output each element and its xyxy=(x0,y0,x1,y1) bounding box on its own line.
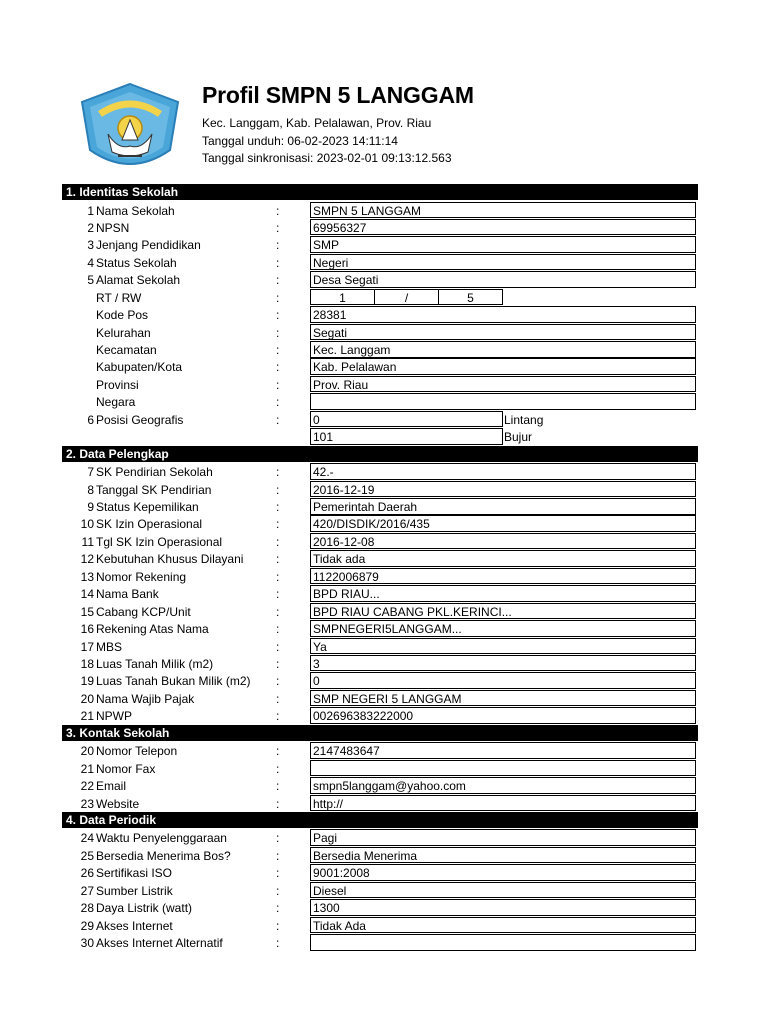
row-number: 20 xyxy=(80,691,94,706)
field-label: Kebutuhan Khusus Dilayani xyxy=(96,552,244,567)
field-label: Tgl SK Izin Operasional xyxy=(96,534,223,549)
row-number: 1 xyxy=(87,203,94,218)
section-pelengkap: 2. Data Pelengkap xyxy=(62,446,698,462)
field-label: Status Sekolah xyxy=(96,255,177,270)
bujur-label: Bujur xyxy=(504,430,533,445)
field-label: Provinsi xyxy=(96,377,139,392)
row-number: 6 xyxy=(87,412,94,427)
field-label: Rekening Atas Nama xyxy=(96,622,209,637)
field-value: 2147483647 xyxy=(310,742,696,759)
colon: : xyxy=(276,203,280,218)
colon: : xyxy=(276,936,280,951)
field-row xyxy=(62,341,698,358)
colon: : xyxy=(276,779,280,794)
field-label: Luas Tanah Bukan Milik (m2) xyxy=(96,674,251,689)
field-label: Alamat Sekolah xyxy=(96,273,181,288)
colon: : xyxy=(276,255,280,270)
geo-label: Posisi Geografis xyxy=(96,412,184,427)
field-label: Kode Pos xyxy=(96,308,149,323)
row-number: 20 xyxy=(80,744,94,759)
colon: : xyxy=(276,796,280,811)
row-number: 13 xyxy=(80,569,94,584)
field-value: SMPN 5 LANGGAM xyxy=(310,202,696,219)
field-row xyxy=(62,202,698,219)
field-label: Email xyxy=(96,779,127,794)
field-value: 3 xyxy=(310,655,696,672)
field-value xyxy=(310,934,696,951)
field-row xyxy=(62,672,698,689)
field-label: Jenjang Pendidikan xyxy=(96,238,201,253)
field-row xyxy=(62,760,698,777)
colon: : xyxy=(276,534,280,549)
field-label: Cabang KCP/Unit xyxy=(96,604,191,619)
field-label: MBS xyxy=(96,639,123,654)
field-label: Negara xyxy=(96,395,136,410)
field-row xyxy=(62,219,698,236)
colon: : xyxy=(276,656,280,671)
row-number: 22 xyxy=(80,779,94,794)
row-number: 29 xyxy=(80,918,94,933)
colon: : xyxy=(276,622,280,637)
bujur-value: 101 xyxy=(310,428,503,445)
field-label: Nomor Rekening xyxy=(96,569,187,584)
row-number: 16 xyxy=(80,622,94,637)
colon: : xyxy=(276,238,280,253)
field-value: 002696383222000 xyxy=(310,707,696,724)
field-label: Nama Bank xyxy=(96,587,159,602)
colon: : xyxy=(276,552,280,567)
field-value: 28381 xyxy=(310,306,696,323)
field-row xyxy=(62,550,698,567)
field-row xyxy=(62,829,698,846)
field-label: SK Pendirian Sekolah xyxy=(96,465,213,480)
geo-bujur-row xyxy=(62,428,698,445)
row-number: 23 xyxy=(80,796,94,811)
rtrw-row xyxy=(62,289,698,306)
field-row xyxy=(62,393,698,410)
field-row xyxy=(62,498,698,515)
field-row xyxy=(62,934,698,951)
field-label: SK Izin Operasional xyxy=(96,517,203,532)
field-value: SMP xyxy=(310,236,696,253)
row-number: 15 xyxy=(80,604,94,619)
field-label: Waktu Penyelenggaraan xyxy=(96,831,227,846)
field-value: Kab. Pelalawan xyxy=(310,358,696,375)
colon: : xyxy=(276,395,280,410)
colon: : xyxy=(276,744,280,759)
field-label: Akses Internet Alternatif xyxy=(96,936,223,951)
section-kontak: 3. Kontak Sekolah xyxy=(62,725,698,741)
colon: : xyxy=(276,761,280,776)
row-number: 21 xyxy=(80,709,94,724)
field-label: Nama Wajib Pajak xyxy=(96,691,195,706)
rtrw-cells xyxy=(310,289,696,306)
colon: : xyxy=(276,517,280,532)
colon: : xyxy=(276,691,280,706)
field-row xyxy=(62,795,698,812)
field-row xyxy=(62,620,698,637)
colon: : xyxy=(276,325,280,340)
field-label: Akses Internet xyxy=(96,918,173,933)
field-value: 42.- xyxy=(310,463,696,480)
row-number: 25 xyxy=(80,848,94,863)
field-row xyxy=(62,847,698,864)
field-label: Nomor Telepon xyxy=(96,744,178,759)
field-value: Diesel xyxy=(310,882,696,899)
field-value xyxy=(310,760,696,777)
rtrw-separator: / xyxy=(374,289,439,306)
field-row xyxy=(62,603,698,620)
colon: : xyxy=(276,604,280,619)
row-number: 27 xyxy=(80,883,94,898)
colon: : xyxy=(276,674,280,689)
field-label: Nama Sekolah xyxy=(96,203,175,218)
colon: : xyxy=(276,273,280,288)
colon: : xyxy=(276,883,280,898)
lintang-label: Lintang xyxy=(504,412,544,427)
colon: : xyxy=(276,901,280,916)
colon: : xyxy=(276,918,280,933)
section-identitas: 1. Identitas Sekolah xyxy=(62,184,698,200)
field-label: Bersedia Menerima Bos? xyxy=(96,848,231,863)
colon: : xyxy=(276,482,280,497)
field-label: Daya Listrik (watt) xyxy=(96,901,193,916)
field-label: Tanggal SK Pendirian xyxy=(96,482,212,497)
field-value xyxy=(310,393,696,410)
row-number: 18 xyxy=(80,656,94,671)
field-value: Prov. Riau xyxy=(310,376,696,393)
field-row xyxy=(62,568,698,585)
colon: : xyxy=(276,465,280,480)
row-number: 26 xyxy=(80,866,94,881)
row-number: 4 xyxy=(87,255,94,270)
field-value: 1300 xyxy=(310,899,696,916)
field-row xyxy=(62,306,698,323)
row-number: 28 xyxy=(80,901,94,916)
colon: : xyxy=(276,220,280,235)
field-row xyxy=(62,376,698,393)
row-number: 24 xyxy=(80,831,94,846)
field-value: Pemerintah Daerah xyxy=(310,498,696,515)
colon: : xyxy=(276,587,280,602)
field-row xyxy=(62,324,698,341)
field-value: BPD RIAU CABANG PKL.KERINCI... xyxy=(310,603,696,620)
field-row xyxy=(62,481,698,498)
field-value: 2016-12-19 xyxy=(310,481,696,498)
field-value: SMP NEGERI 5 LANGGAM xyxy=(310,690,696,707)
field-label: Website xyxy=(96,796,140,811)
field-row xyxy=(62,515,698,532)
page-title: Profil SMPN 5 LANGGAM xyxy=(202,82,474,108)
colon: : xyxy=(276,500,280,514)
field-value: 69956327 xyxy=(310,219,696,236)
field-label: Sumber Listrik xyxy=(96,883,173,898)
field-label: Kabupaten/Kota xyxy=(96,360,183,375)
colon: : xyxy=(276,377,280,392)
field-row xyxy=(62,882,698,899)
field-row xyxy=(62,254,698,271)
field-row xyxy=(62,917,698,934)
row-number: 17 xyxy=(80,639,94,654)
field-label: NPSN xyxy=(96,220,130,235)
row-number: 3 xyxy=(87,238,94,253)
field-label: Status Kepemilikan xyxy=(96,500,199,514)
field-value: smpn5langgam@yahoo.com xyxy=(310,777,696,794)
sync-date: Tanggal sinkronisasi: 2023-02-01 09:13:12.563 xyxy=(202,151,452,165)
field-value: 420/DISDIK/2016/435 xyxy=(310,515,696,532)
field-value: Kec. Langgam xyxy=(310,341,696,358)
row-number: 7 xyxy=(87,465,94,480)
field-value: 9001:2008 xyxy=(310,864,696,881)
school-location: Kec. Langgam, Kab. Pelalawan, Prov. Riau xyxy=(202,116,432,130)
download-date: Tanggal unduh: 06-02-2023 14:11:14 xyxy=(202,134,398,148)
field-label: Nomor Fax xyxy=(96,761,156,776)
geo-lintang-row xyxy=(62,411,698,428)
field-row xyxy=(62,463,698,480)
row-number: 19 xyxy=(80,674,94,689)
field-value: Ya xyxy=(310,638,696,655)
field-row xyxy=(62,358,698,375)
field-value: Desa Segati xyxy=(310,271,696,288)
row-number: 10 xyxy=(80,517,94,532)
field-value: BPD RIAU... xyxy=(310,585,696,602)
field-row xyxy=(62,707,698,724)
field-row xyxy=(62,271,698,288)
colon: : xyxy=(276,412,280,427)
colon: : xyxy=(276,290,280,305)
field-value: Pagi xyxy=(310,829,696,846)
field-value: 2016-12-08 xyxy=(310,533,696,550)
field-value: SMPNEGERI5LANGGAM... xyxy=(310,620,696,637)
colon: : xyxy=(276,569,280,584)
row-number: 9 xyxy=(87,500,94,514)
colon: : xyxy=(276,866,280,881)
row-number: 21 xyxy=(80,761,94,776)
colon: : xyxy=(276,308,280,323)
field-row xyxy=(62,742,698,759)
lintang-value: 0 xyxy=(310,411,503,428)
field-row xyxy=(62,899,698,916)
field-value: http:// xyxy=(310,795,696,812)
row-number: 5 xyxy=(87,273,94,288)
field-row xyxy=(62,690,698,707)
field-label: Kelurahan xyxy=(96,325,151,340)
tut-wuri-handayani-logo xyxy=(78,80,182,176)
colon: : xyxy=(276,343,280,357)
field-row xyxy=(62,236,698,253)
row-number: 2 xyxy=(87,220,94,235)
colon: : xyxy=(276,831,280,846)
field-value: Bersedia Menerima xyxy=(310,847,696,864)
rt-value: 1 xyxy=(310,289,375,306)
field-value: 0 xyxy=(310,672,696,689)
row-number: 8 xyxy=(87,482,94,497)
field-row xyxy=(62,864,698,881)
field-value: Negeri xyxy=(310,254,696,271)
field-label: Sertifikasi ISO xyxy=(96,866,173,881)
field-row xyxy=(62,655,698,672)
field-label: Kecamatan xyxy=(96,343,157,357)
colon: : xyxy=(276,360,280,375)
section-periodik: 4. Data Periodik xyxy=(62,812,698,828)
field-value: Tidak ada xyxy=(310,550,696,567)
colon: : xyxy=(276,709,280,724)
rw-value: 5 xyxy=(438,289,503,306)
field-label: Luas Tanah Milik (m2) xyxy=(96,656,214,671)
row-number: 11 xyxy=(81,534,94,549)
field-value: Tidak Ada xyxy=(310,917,696,934)
field-value: Segati xyxy=(310,324,696,341)
profile-sheet xyxy=(62,184,698,952)
field-row xyxy=(62,533,698,550)
field-row xyxy=(62,777,698,794)
field-row xyxy=(62,638,698,655)
row-number: 12 xyxy=(80,552,94,567)
field-value: 1122006879 xyxy=(310,568,696,585)
row-number: 30 xyxy=(80,936,94,951)
row-number: 14 xyxy=(80,587,94,602)
field-label: NPWP xyxy=(96,709,132,724)
colon: : xyxy=(276,848,280,863)
colon: : xyxy=(276,639,280,654)
field-row xyxy=(62,585,698,602)
rtrw-label: RT / RW xyxy=(96,290,142,305)
